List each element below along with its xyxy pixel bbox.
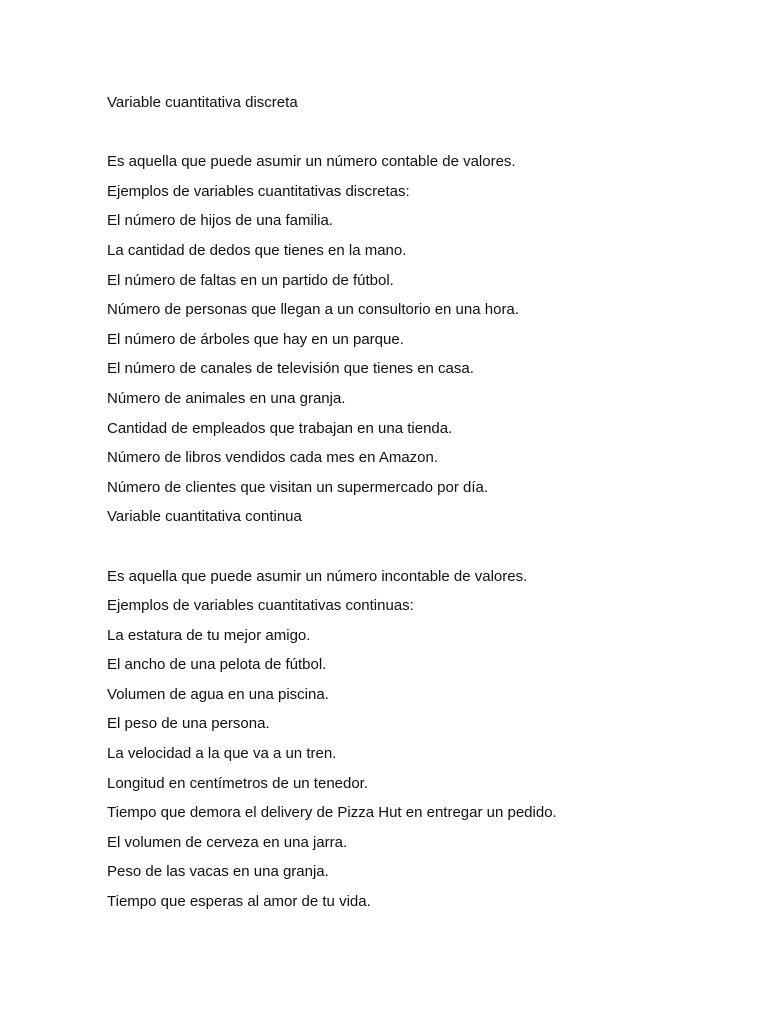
example-line: Tiempo que esperas al amor de tu vida.	[107, 893, 371, 911]
example-line: El número de hijos de una familia.	[107, 212, 333, 230]
example-line: Número de personas que llegan a un consultorio en una hora.	[107, 301, 519, 319]
example-line: El volumen de cerveza en una jarra.	[107, 833, 348, 851]
example-line: Número de clientes que visitan un supermercado por día.	[107, 478, 489, 496]
example-line: La cantidad de dedos que tienes en la mano.	[107, 241, 407, 259]
definition-line: Es aquella que puede asumir un número contable de valores.	[107, 153, 516, 171]
example-line: El número de faltas en un partido de fútbol.	[107, 271, 394, 289]
example-line: El número de canales de televisión que tienes en casa.	[107, 360, 474, 378]
section-discrete	[107, 88, 768, 502]
example-line: El número de árboles que hay en un parque.	[107, 330, 404, 348]
example-line: Tiempo que demora el delivery de Pizza Hut en entregar un pedido.	[107, 804, 557, 822]
example-line: El ancho de una pelota de fútbol.	[107, 656, 327, 674]
example-line: Número de animales en una granja.	[107, 389, 346, 407]
examples-intro-line: Ejemplos de variables cuantitativas continuas:	[107, 597, 414, 615]
example-line: El peso de una persona.	[107, 715, 270, 733]
definition-line: Es aquella que puede asumir un número incontable de valores.	[107, 567, 528, 585]
example-line: Cantidad de empleados que trabajan en una tienda.	[107, 419, 453, 437]
example-line: Longitud en centímetros de un tenedor.	[107, 774, 369, 792]
section-continuous	[107, 502, 768, 916]
section-heading: Variable cuantitativa discreta	[107, 94, 298, 111]
section-heading: Variable cuantitativa continua	[107, 508, 302, 526]
example-line: La estatura de tu mejor amigo.	[107, 626, 311, 644]
example-line: Volumen de agua en una piscina.	[107, 685, 329, 703]
example-line: Número de libros vendidos cada mes en Amazon.	[107, 449, 439, 467]
examples-intro-line: Ejemplos de variables cuantitativas discretas:	[107, 182, 410, 200]
example-line: Peso de las vacas en una granja.	[107, 863, 329, 881]
example-line: La velocidad a la que va a un tren.	[107, 745, 337, 763]
